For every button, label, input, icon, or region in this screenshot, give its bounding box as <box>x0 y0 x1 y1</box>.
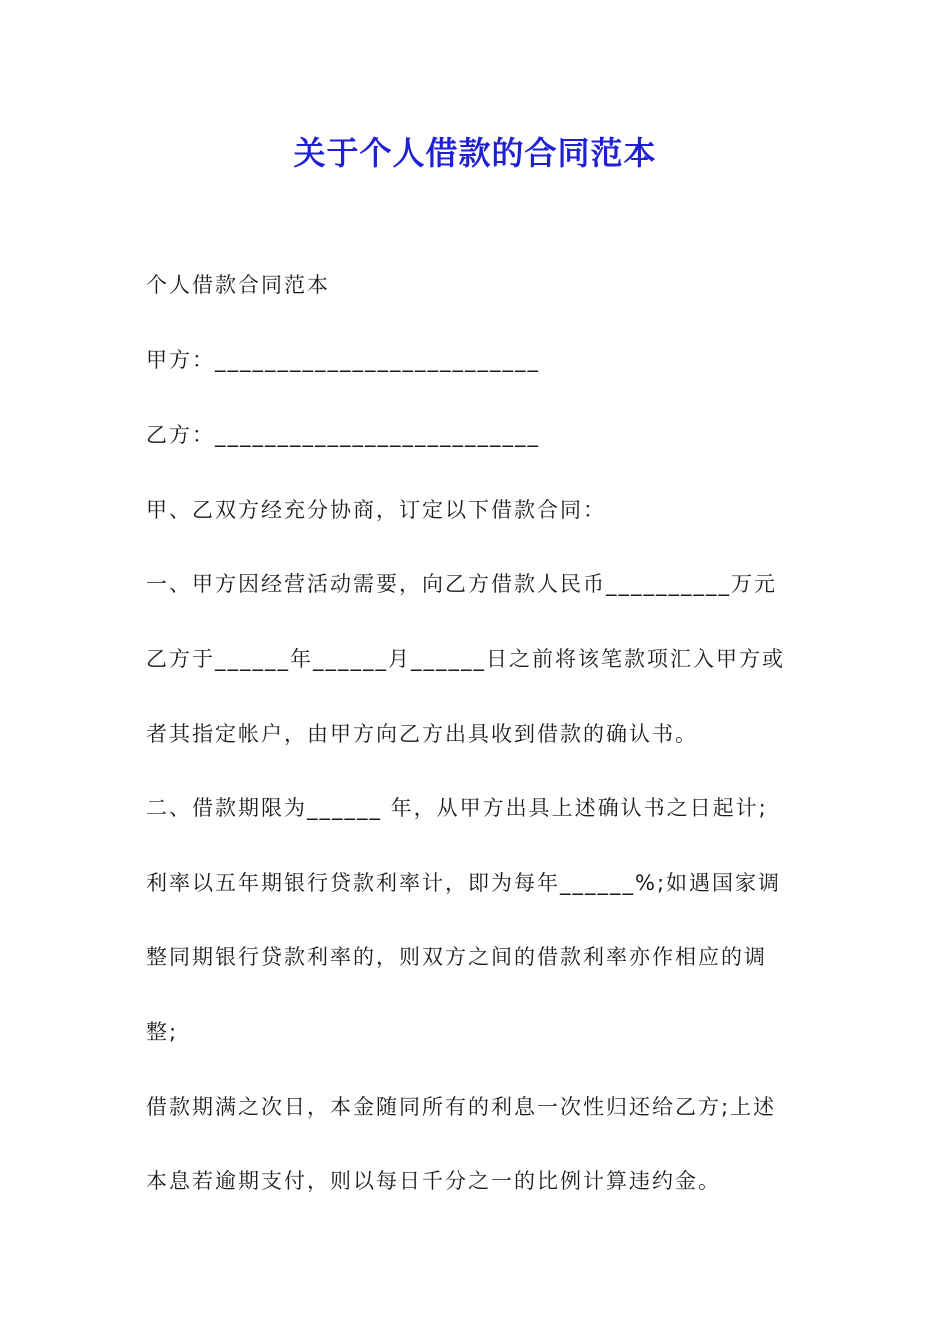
party-b-line: 乙方：__________________________ <box>146 423 540 447</box>
clause-1-line-1: 一、甲方因经营活动需要，向乙方借款人民币__________万元 <box>146 572 777 596</box>
repayment-line-2: 本息若逾期支付，则以每日千分之一的比例计算违约金。 <box>146 1169 721 1193</box>
clause-1-line-3: 者其指定帐户，由甲方向乙方出具收到借款的确认书。 <box>146 722 698 746</box>
party-a-line: 甲方：__________________________ <box>146 348 540 372</box>
document-title: 关于个人借款的合同范本 <box>293 134 657 172</box>
clause-2-line-3: 整同期银行贷款利率的，则双方之间的借款利率亦作相应的调 <box>146 945 767 969</box>
subtitle-line: 个人借款合同范本 <box>146 273 330 297</box>
repayment-line-1: 借款期满之次日，本金随同所有的利息一次性归还给乙方;上述 <box>146 1095 777 1119</box>
clause-2-line-2: 利率以五年期银行贷款利率计，即为每年______%;如遇国家调 <box>146 871 782 895</box>
clause-1-line-2: 乙方于______年______月______日之前将该笔款项汇入甲方或 <box>146 647 785 671</box>
clause-2-line-4: 整; <box>146 1020 179 1044</box>
preamble-line: 甲、乙双方经充分协商，订定以下借款合同： <box>146 498 606 522</box>
clause-2-line-1: 二、借款期限为______ 年，从甲方出具上述确认书之日起计; <box>146 796 768 820</box>
